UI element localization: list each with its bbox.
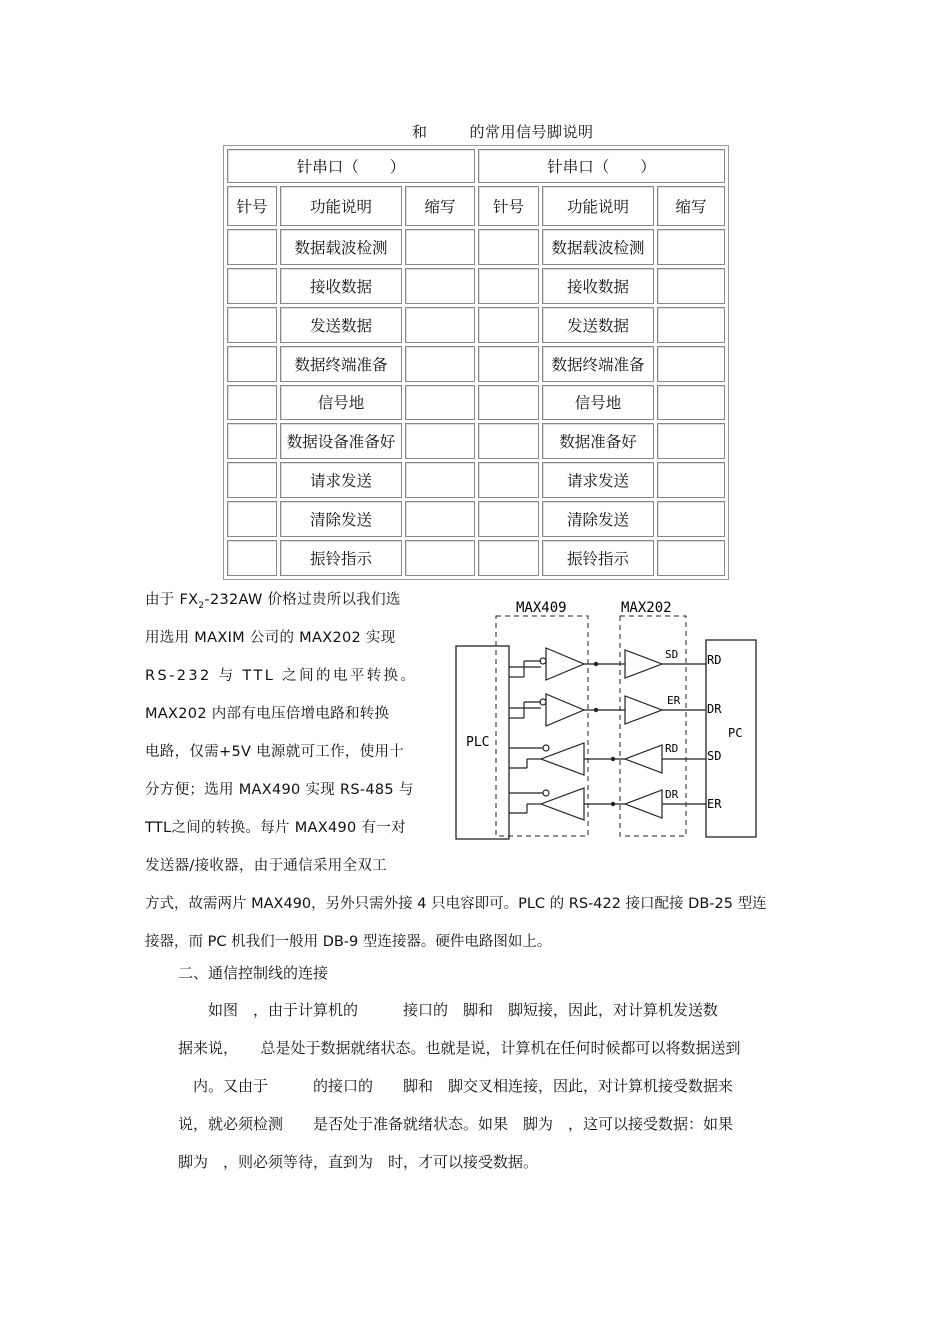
caption-right: 的常用信号脚说明 xyxy=(469,123,594,141)
paragraph-hardware xyxy=(145,581,423,885)
text-line: 电路，仅需+5V 电源就可工作，使用十 xyxy=(145,744,405,760)
func-left: 清除发送 xyxy=(280,501,402,537)
pc-label: PC xyxy=(728,726,743,740)
table-row xyxy=(227,229,725,265)
text-line: 发送器/接收器，由于通信采用全双工 xyxy=(145,858,387,874)
func-right: 数据载波检测 xyxy=(542,229,654,265)
caption-left: 和 xyxy=(412,123,428,141)
table-caption xyxy=(412,121,594,142)
col-abbr-left: 缩写 xyxy=(405,186,475,226)
col-func-left: 功能说明 xyxy=(280,186,402,226)
circuit-diagram xyxy=(449,598,767,860)
pin-table xyxy=(223,145,729,580)
func-right: 清除发送 xyxy=(542,501,654,537)
func-left: 发送数据 xyxy=(280,307,402,343)
signal-er: ER xyxy=(667,694,681,707)
plc-label: PLC xyxy=(466,735,490,750)
func-right: 数据终端准备 xyxy=(542,346,654,382)
pc-pin-dr: DR xyxy=(707,702,722,716)
func-right: 数据准备好 xyxy=(542,423,654,459)
pc-pin-er: ER xyxy=(707,797,722,811)
table-row xyxy=(227,423,725,459)
text-line: 分方便；选用 MAX490 实现 RS-485 与 xyxy=(145,782,414,798)
text-line: RS-232 与 TTL 之间的电平转换。 xyxy=(145,668,418,684)
table-row xyxy=(227,462,725,498)
text-line: 内。又由于 的接口的 脚和 脚交叉相连接，因此，对计算机接受数据来 xyxy=(178,1077,734,1095)
text-line: 由于 $FX_2-232AW$ 价格过贵所以我们选 xyxy=(145,592,401,611)
text-line: 据来说， 总是处于数据就绪状态。也就是说，计算机在任何时候都可以将数据送到 xyxy=(178,1039,741,1057)
table-row xyxy=(227,385,725,421)
func-left: 数据设备准备好 xyxy=(280,423,402,459)
table-row xyxy=(227,501,725,537)
table-row xyxy=(227,307,725,343)
table-row xyxy=(227,268,725,304)
table-row xyxy=(227,540,725,576)
pc-pin-sd: SD xyxy=(707,749,722,763)
func-left: 数据载波检测 xyxy=(280,229,402,265)
signal-dr: DR xyxy=(665,788,679,801)
section-body xyxy=(178,991,808,1181)
func-left: 请求发送 xyxy=(280,462,402,498)
max409-label: MAX409 xyxy=(516,600,567,616)
func-left: 信号地 xyxy=(280,385,402,421)
func-right: 接收数据 xyxy=(542,268,654,304)
func-right: 请求发送 xyxy=(542,462,654,498)
text-line: MAX202 内部有电压倍增电路和转换 xyxy=(145,706,390,722)
func-left: 振铃指示 xyxy=(280,540,402,576)
paragraph-hardware-cont xyxy=(145,885,810,961)
col-pin-right: 针号 xyxy=(478,186,539,226)
group-header-right: 针串口（ ） xyxy=(478,149,725,183)
text-line: 接器，而 PC 机我们一般用 DB-9 型连接器。硬件电路图如上。 xyxy=(145,934,552,950)
group-header-left: 针串口（ ） xyxy=(227,149,475,183)
func-right: 信号地 xyxy=(542,385,654,421)
func-right: 振铃指示 xyxy=(542,540,654,576)
func-right: 发送数据 xyxy=(542,307,654,343)
section-heading: 二、通信控制线的连接 xyxy=(178,964,329,982)
signal-sd: SD xyxy=(665,648,679,661)
func-left: 数据终端准备 xyxy=(280,346,402,382)
col-abbr-right: 缩写 xyxy=(657,186,725,226)
col-func-right: 功能说明 xyxy=(542,186,654,226)
text-line: 用选用 MAXIM 公司的 MAX202 实现 xyxy=(145,630,396,646)
func-left: 接收数据 xyxy=(280,268,402,304)
table-row xyxy=(227,346,725,382)
text-line: 方式，故需两片 MAX490，另外只需外接 4 只电容即可。PLC 的 RS-422 接口配接 DB-25 型连 xyxy=(145,896,767,912)
pc-pin-rd: RD xyxy=(707,653,722,667)
text-line: TTL之间的转换。每片 MAX490 有一对 xyxy=(145,820,406,836)
text-line: 说，就必须检测 是否处于准备就绪状态。如果 脚为 ，这可以接受数据：如果 xyxy=(178,1115,734,1133)
text-line: 如图 ，由于计算机的 接口的 脚和 脚短接，因此，对计算机发送数 xyxy=(178,1001,719,1019)
max202-label: MAX202 xyxy=(621,600,672,616)
signal-rd: RD xyxy=(665,742,679,755)
col-pin-left: 针号 xyxy=(227,186,277,226)
text-line: 脚为 ，则必须等待，直到为 时，才可以接受数据。 xyxy=(178,1153,539,1171)
